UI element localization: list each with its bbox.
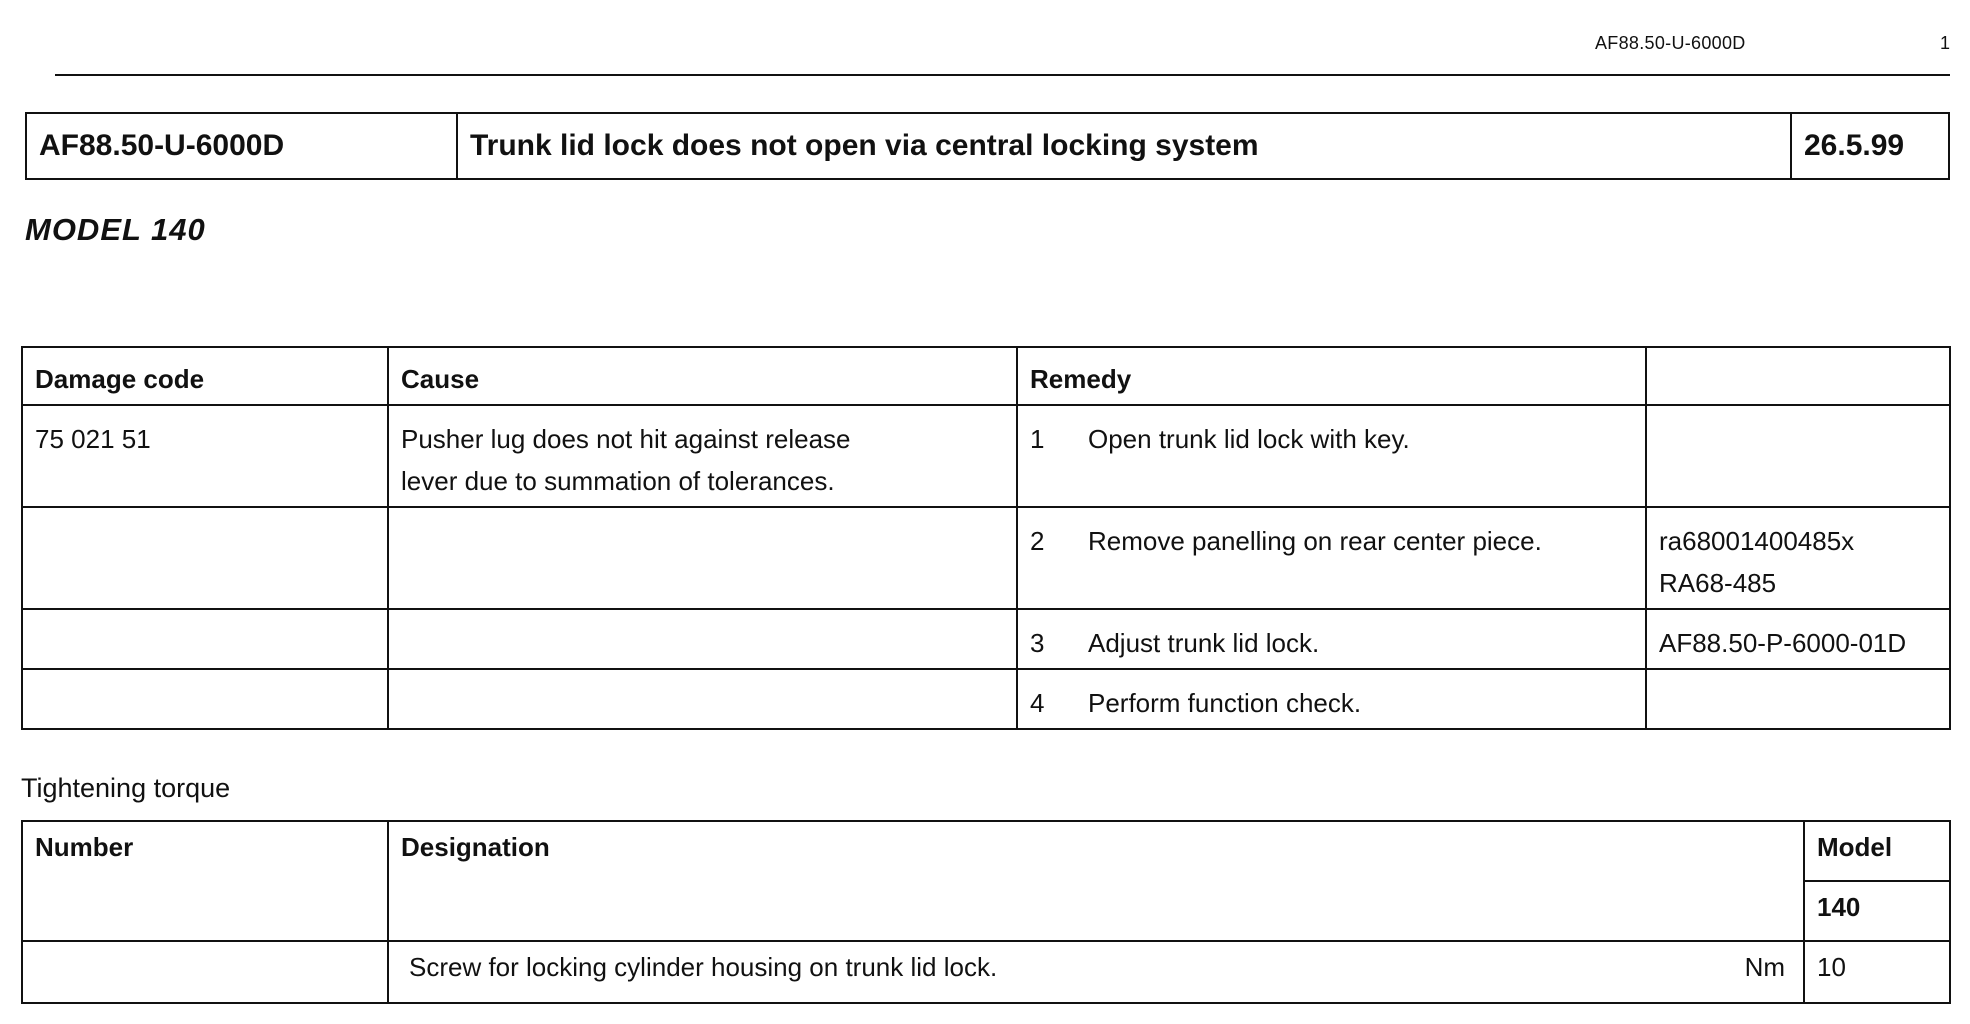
page-number: 1 <box>1940 33 1951 53</box>
document-date: 26.5.99 <box>1791 113 1949 179</box>
torque-designation-cell <box>388 941 1804 1003</box>
cause-line: lever due to summation of tolerances. <box>401 466 835 496</box>
remedy-text: Adjust trunk lid lock. <box>1088 628 1320 658</box>
remedy-text: Remove panelling on rear center piece. <box>1088 526 1542 556</box>
remedy-cell <box>1017 669 1646 729</box>
designation-header: Designation <box>388 821 1804 941</box>
torque-unit: Nm <box>1744 952 1785 982</box>
table-row <box>22 941 1950 1003</box>
table-row <box>22 669 1950 729</box>
cause-cell <box>388 609 1017 669</box>
title-row <box>26 113 1949 179</box>
reference-line: RA68-485 <box>1659 568 1777 598</box>
damage-code-cell <box>22 507 388 609</box>
number-header: Number <box>22 821 388 941</box>
table-row <box>22 507 1950 609</box>
remedy-cell <box>1017 507 1646 609</box>
reference-cell <box>1646 609 1950 669</box>
step-number: 1 <box>1030 424 1045 454</box>
reference-line: AF88.50-P-6000-01D <box>1659 628 1907 658</box>
cause-header: Cause <box>388 347 1017 405</box>
torque-section-label: Tightening torque <box>21 773 231 803</box>
torque-table <box>21 820 1951 1004</box>
cause-cell <box>388 507 1017 609</box>
damage-code-cell: 75 021 51 <box>22 405 388 507</box>
damage-code-header: Damage code <box>22 347 388 405</box>
remedy-cell <box>1017 405 1646 507</box>
header-rule <box>55 74 1950 76</box>
torque-header-row <box>22 821 1950 881</box>
table-row <box>22 609 1950 669</box>
cause-cell <box>388 405 1017 507</box>
step-number: 4 <box>1030 688 1045 718</box>
reference-line: ra68001400485x <box>1659 526 1855 556</box>
model-heading: MODEL 140 <box>25 212 206 247</box>
reference-cell <box>1646 405 1950 507</box>
torque-value-cell: 10 <box>1804 941 1950 1003</box>
damage-code-cell <box>22 669 388 729</box>
reference-cell <box>1646 669 1950 729</box>
remedy-cell <box>1017 609 1646 669</box>
reference-cell <box>1646 507 1950 609</box>
step-number: 2 <box>1030 526 1045 556</box>
damage-code-cell <box>22 609 388 669</box>
cause-line: Pusher lug does not hit against release <box>401 424 851 454</box>
remedy-text: Open trunk lid lock with key. <box>1088 424 1410 454</box>
step-number: 3 <box>1030 628 1045 658</box>
remedy-table-header <box>22 347 1950 405</box>
model-value-header: 140 <box>1804 881 1950 941</box>
remedy-table <box>21 346 1951 730</box>
cause-cell <box>388 669 1017 729</box>
reference-header <box>1646 347 1950 405</box>
title-table <box>25 112 1950 180</box>
remedy-text: Perform function check. <box>1088 688 1362 718</box>
table-row <box>22 405 1950 507</box>
document-title: Trunk lid lock does not open via central locking system <box>457 113 1791 179</box>
model-header: Model <box>1804 821 1950 881</box>
title-doc-id: AF88.50-U-6000D <box>26 113 457 179</box>
page-header-doc-id: AF88.50-U-6000D <box>1595 33 1746 53</box>
torque-designation: Screw for locking cylinder housing on trunk lid lock. <box>409 952 998 982</box>
torque-number-cell <box>22 941 388 1003</box>
remedy-header: Remedy <box>1017 347 1646 405</box>
